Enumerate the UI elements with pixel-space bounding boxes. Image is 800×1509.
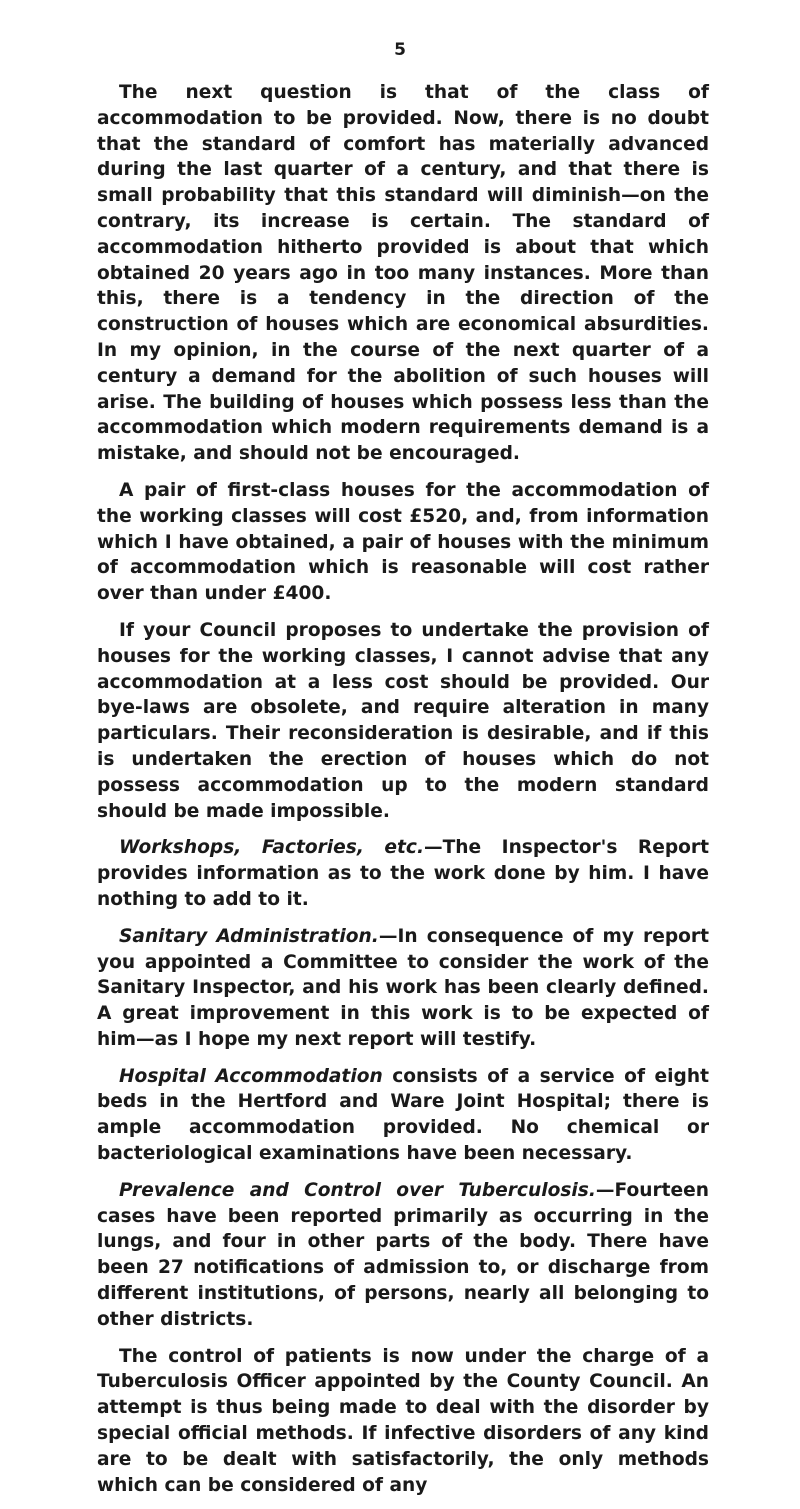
paragraph-text: A pair of first-class houses for the accommodation of the working classes will cost £520, and, from information which I have obtained, a pair of houses with the minimum of accommodation which is reasonable will cost rather over than under £400. xyxy=(97,479,709,605)
paragraph-hospital-accommodation xyxy=(97,1064,709,1167)
paragraph-sanitary-administration xyxy=(97,924,709,1053)
section-heading: Hospital Accommodation xyxy=(119,1065,383,1087)
section-heading: Workshops, Factories, etc. xyxy=(119,837,425,859)
body-text xyxy=(97,80,709,1509)
paragraph-text: —The Inspector's Report provides information as to the work done by him. I have nothing to add to it. xyxy=(97,837,709,910)
paragraph-housing-cost xyxy=(97,478,709,607)
paragraph-text: —In consequence of my report you appointed a Committee to consider the work of the Sanitary Inspector, and his work has been clearly defined. A great improvement in this work is to be expected of him—as I hope my next report will testify. xyxy=(97,925,709,1050)
paragraph-text: The next question is that of the class of accommodation to be provided. Now, there is no doubt that the standard of comfort has materially advanced during the last quarter of a century, and that there is small probability that this standard will diminish—on the contrary, its increase is certain. The standard of accommodation hitherto provided is about that which obtained 20 years ago in too many instances. More than this, there is a tendency in the direction of the construction of houses which are economical absurdities. In my opinion, in the course of the next quarter of a century a demand for the abolition of such houses will arise. The building of houses which possess less than the accommodation which modern requirements demand is a mistake, and should not be encouraged. xyxy=(97,82,709,465)
paragraph-housing-standard xyxy=(97,80,709,467)
paragraph-tuberculosis xyxy=(97,1178,709,1333)
page-number: 5 xyxy=(394,40,406,60)
paragraph-workshops xyxy=(97,835,709,912)
section-heading: Prevalence and Control over Tuberculosis. xyxy=(119,1179,596,1201)
paragraph-text: If your Council proposes to undertake the provision of houses for the working classes, I cannot advise that any accommodation at a less cost should be provided. Our bye-laws are obsolete, and require alteration in many particulars. Their reconsideration is desirable, and if this is undertaken the erection of houses which do not possess accommodation up to the modern standard should be made impossible. xyxy=(97,619,709,822)
paragraph-control-of-patients xyxy=(97,1344,709,1499)
paragraph-council-provision xyxy=(97,618,709,824)
paragraph-text: consists of a service of eight beds in the Hertford and Ware Joint Hospital; there is ample accommodation provided. No chemical or bacteriological examinations have been necessary. xyxy=(97,1065,709,1165)
paragraph-text: The control of patients is now under the charge of a Tuberculosis Officer appointed by the County Council. An attempt is thus being made to deal with the disorder by special official methods. If infective disorders of any kind are to be dealt with satisfactorily, the only methods which can be considered of any xyxy=(97,1345,709,1496)
section-heading: Sanitary Administration. xyxy=(119,925,379,947)
paragraph-text: —Fourteen cases have been reported primarily as occurring in the lungs, and four in other parts of the body. There have been 27 notifications of admission to, or discharge from different institutions, of persons, nearly all belonging to other districts. xyxy=(97,1179,709,1330)
